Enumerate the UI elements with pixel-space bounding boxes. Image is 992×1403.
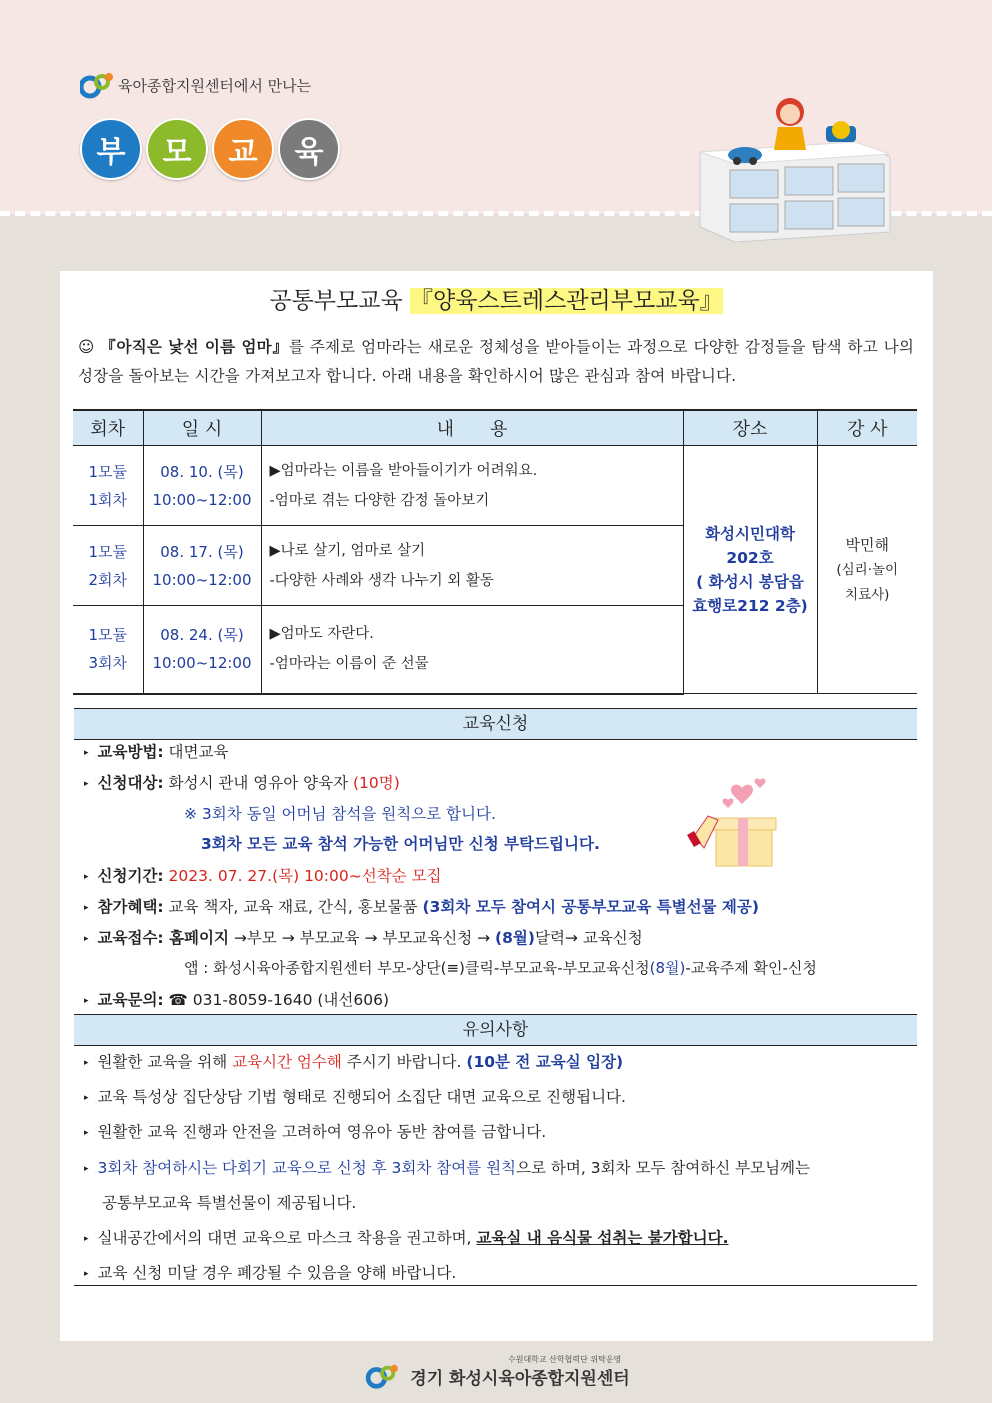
notice-4-continued: 공통부모교육 특별선물이 제공됩니다. <box>102 1194 357 1212</box>
content-cell: ▶나로 살기, 엄마로 살기 -다양한 사례와 생각 나누기 외 활동 <box>261 526 683 606</box>
center-logo-icon <box>80 70 114 100</box>
apply-benefit: ▸ 참가혜택: 교육 책자, 교육 재료, 간식, 홍보물품 (3회차 모두 참여시 공통부모교육 특별선물 제공) <box>84 898 759 916</box>
footer-operator-note: 수원대학교 산학협력단 위탁운영 <box>508 1355 622 1364</box>
toy-shelf-illustration <box>690 92 900 242</box>
header-subtitle: 육아종합지원센터에서 만나는 <box>118 76 312 95</box>
bullet-icon: ▸ <box>84 1234 89 1244</box>
apply-note-2: 3회차 모든 교육 참석 가능한 어머님만 신청 부탁드립니다. <box>201 835 600 853</box>
title-char-1: 부 <box>80 118 142 180</box>
notice-2: ▸ 교육 특성상 집단상담 기법 형태로 진행되어 소집단 대면 교육으로 진행됩니다. <box>84 1088 626 1106</box>
session-cell: 1모듈 3회차 <box>73 606 143 694</box>
bullet-icon: ▸ <box>84 779 89 789</box>
intro-theme: 『아직은 낯선 이름 엄마』 <box>100 338 289 356</box>
bullet-icon: ▸ <box>84 996 89 1006</box>
title-char-4: 육 <box>278 118 340 180</box>
intro-paragraph <box>78 333 914 391</box>
bullet-icon: ▸ <box>84 903 89 913</box>
header-place: 장소 <box>683 410 817 446</box>
bullet-icon: ▸ <box>84 1164 89 1174</box>
title-prefix: 공통부모교육 <box>269 288 410 314</box>
schedule-table <box>73 409 917 695</box>
footer-center-name: 경기 화성시육아종합지원센터 <box>410 1368 630 1389</box>
title-char-2: 모 <box>146 118 208 180</box>
section-end-line <box>74 1285 917 1286</box>
apply-section-heading: 교육신청 <box>74 708 917 740</box>
intro-text-1: 를 주제로 엄마라는 새로운 정체성을 받아들이는 과정으로 다양한 감정들을 탐색 <box>288 338 842 356</box>
session-cell: 1모듈 1회차 <box>73 446 143 526</box>
schedule-header-row <box>73 410 917 446</box>
datetime-cell: 08. 10. (목) 10:00~12:00 <box>143 446 261 526</box>
bullet-icon: ▸ <box>84 748 89 758</box>
notice-6: ▸ 교육 신청 미달 경우 폐강될 수 있음을 양해 바랍니다. <box>84 1264 457 1282</box>
title-highlight: 『양육스트레스관리부모교육』 <box>410 288 723 314</box>
notice-5: ▸ 실내공간에서의 대면 교육으로 마스크 착용을 권고하며, 교육실 내 음식물 섭취는 불가합니다. <box>84 1229 729 1247</box>
header-logo <box>80 70 311 100</box>
table-row <box>73 446 917 526</box>
header-content: 내 용 <box>261 410 683 446</box>
title-char-3: 교 <box>212 118 274 180</box>
apply-reception: ▸ 교육접수: 홈페이지 →부모 → 부모교육 → 부모교육신청 → (8월)달력→ 교육신청 <box>84 929 643 947</box>
intro-text-2: 하고 나의 성장을 돌아보는 시간을 가져보고자 합니다. 아래 내용을 확인하시어 많은 관심과 참여 바랍니다. <box>78 338 914 385</box>
notice-4: ▸ 3회차 참여하시는 다회기 교육으로 신청 후 3회차 참여를 원칙으로 하며, 3회차 모두 참여하신 부모님께는 <box>84 1159 810 1177</box>
footer <box>0 1352 992 1390</box>
apply-target: ▸ 신청대상: 화성시 관내 영유아 양육자 (10명) <box>84 774 400 792</box>
bullet-icon: ▸ <box>84 934 89 944</box>
bullet-icon: ▸ <box>84 1093 89 1103</box>
apply-note-1: ※ 3회차 동일 어머님 참석을 원칙으로 합니다. <box>184 805 496 823</box>
datetime-cell: 08. 24. (목) 10:00~12:00 <box>143 606 261 694</box>
session-cell: 1모듈 2회차 <box>73 526 143 606</box>
apply-period: ▸ 신청기간: 2023. 07. 27.(목) 10:00~선착순 모집 <box>84 867 442 885</box>
apply-method: ▸ 교육방법: 대면교육 <box>84 743 229 761</box>
bullet-icon: ▸ <box>84 1128 89 1138</box>
gift-box-icon <box>684 776 784 872</box>
apply-inquiry: ▸ 교육문의: ☎ 031-8059-1640 (내선606) <box>84 991 390 1009</box>
notice-1: ▸ 원활한 교육을 위해 교육시간 엄수해 주시기 바랍니다. (10분 전 교육실 입장) <box>84 1053 624 1071</box>
document-title <box>0 282 992 315</box>
header-datetime: 일 시 <box>143 410 261 446</box>
bullet-icon: ▸ <box>84 872 89 882</box>
lecturer-cell: 박민해 (심리·놀이 치료사) <box>817 446 917 694</box>
header-lecturer: 강 사 <box>817 410 917 446</box>
smile-icon: ☺ <box>78 338 95 356</box>
datetime-cell: 08. 17. (목) 10:00~12:00 <box>143 526 261 606</box>
bullet-icon: ▸ <box>84 1269 89 1279</box>
footer-logo-icon <box>362 1362 404 1390</box>
apply-app-route: 앱 : 화성시육아종합지원센터 부모-상단(≡)클릭-부모교육-부모교육신청(8월)-교육주제 확인-신청 <box>184 959 817 977</box>
content-cell: ▶엄마도 자란다. -엄마라는 이름이 준 선물 <box>261 606 683 694</box>
notice-3: ▸ 원활한 교육 진행과 안전을 고려하여 영유아 동반 참여를 금합니다. <box>84 1123 547 1141</box>
program-title <box>80 118 344 180</box>
header-session: 회차 <box>73 410 143 446</box>
content-cell: ▶엄마라는 이름을 받아들이기가 어려워요. -엄마로 겪는 다양한 감정 돌아보기 <box>261 446 683 526</box>
bullet-icon: ▸ <box>84 1058 89 1068</box>
place-cell: 화성시민대학 202호 ( 화성시 봉담읍 효행로212 2층) <box>683 446 817 694</box>
notice-section-heading: 유의사항 <box>74 1014 917 1046</box>
